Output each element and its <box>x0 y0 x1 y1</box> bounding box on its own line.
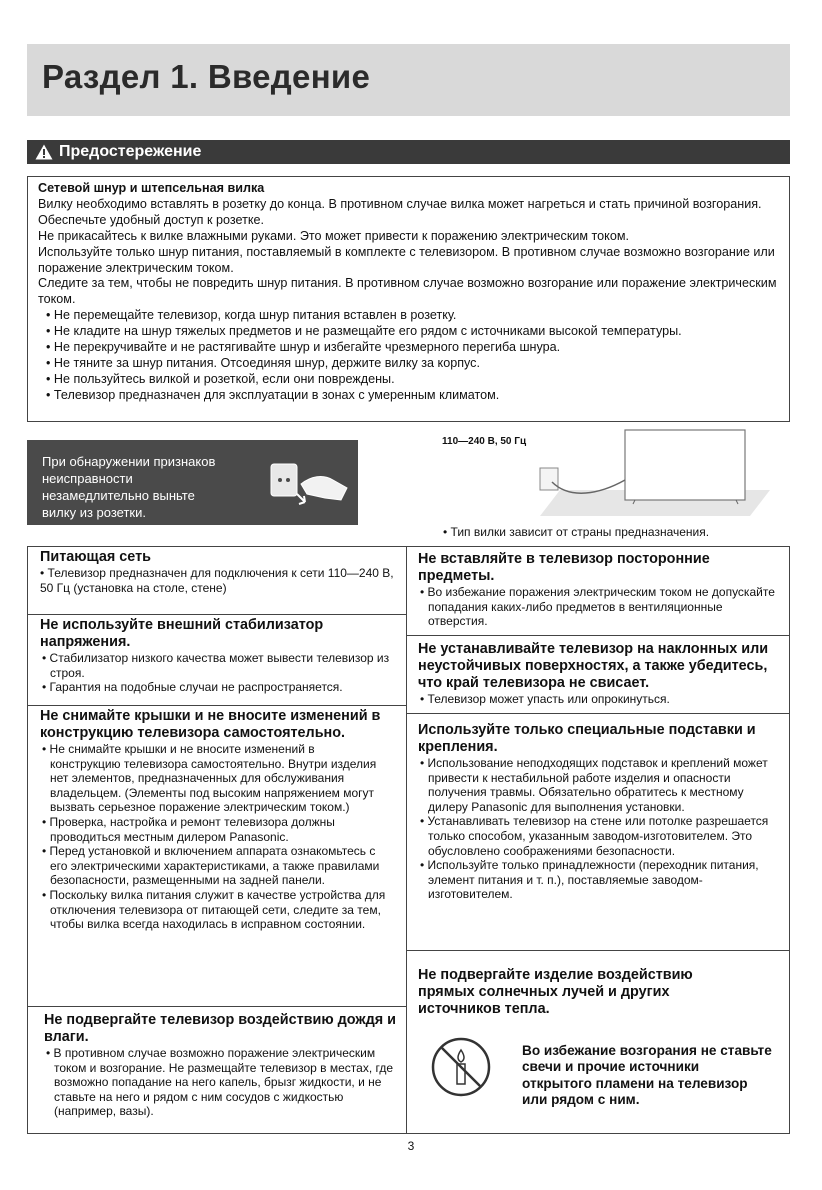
row-divider <box>27 614 407 615</box>
row-divider <box>27 1006 407 1007</box>
section-heading: Питающая сеть <box>40 549 151 565</box>
row-divider <box>406 950 790 951</box>
section-stabilizer <box>40 617 400 695</box>
malfunction-text: При обнаружении признаков неисправности незамедлительно выньте вилку из розетки. <box>42 454 216 520</box>
tv-illustration <box>440 428 790 523</box>
page-number: 3 <box>407 1139 415 1153</box>
section-bullet: • В противном случае возможно поражение электрическим током и возгорание. Не размещайте телевизор в местах, где возможно попадание на него капель, брызг жидкости, и не ставьте на него и рядом с ним сосудов с жидкостью (например, вазы). <box>46 1046 394 1119</box>
row-divider <box>406 713 790 714</box>
warning-triangle-icon <box>35 144 53 160</box>
section-bullet: • Используйте только принадлежности (переходник питания, элемент питания и т. п.), поставляемые заводом-изготовителем. <box>420 858 759 902</box>
voltage-label: 110—240 В, 50 Гц <box>442 436 527 447</box>
plug-type-note: • Тип вилки зависит от страны предназначения. <box>443 525 710 539</box>
section-heading: Используйте только специальные подставки и крепления. <box>418 722 756 755</box>
section-heading: Не устанавливайте телевизор на наклонных или неустойчивых поверхностях, а также убедитесь, что край телевизора не свисает. <box>418 641 769 691</box>
section-bullet: • Телевизор может упасть или опрокинуться. <box>420 692 670 706</box>
page-title: Раздел 1. Введение <box>42 58 371 95</box>
section-bullet: • Гарантия на подобные случаи не распространяется. <box>42 680 343 695</box>
plug-bullet: • Не перемещайте телевизор, когда шнур питания вставлен в розетку. <box>46 308 457 323</box>
plug-bullet: • Не перекручивайте и не растягивайте шнур и избегайте чрезмерного перегиба шнура. <box>46 340 561 355</box>
plug-bullet: • Не кладите на шнур тяжелых предметов и не размещайте его рядом с источниками высокой температуры. <box>46 324 682 339</box>
section-heading: Не подвергайте телевизор воздействию дождя и влаги. <box>44 1012 396 1045</box>
section-sunlight <box>418 967 748 1018</box>
plug-warning-box <box>27 176 790 422</box>
section-heading: Не вставляйте в телевизор посторонние предметы. <box>418 551 710 584</box>
plug-heading: Сетевой шнур и штепсельная вилка <box>38 181 265 195</box>
section-bullet: • Не снимайте крышки и не вносите изменений в конструкцию телевизора самостоятельно. Внутри изделия нет элементов, предназначенных для обслуживания владельцем. (Элементы под высоким напряжением могут вызвать серьезное поражение электрическим током.) <box>42 742 377 815</box>
section-body: • Телевизор предназначен для подключения к сети 110—240 В, 50 Гц (установка на столе, стене) <box>40 566 394 595</box>
section-heading: Не подвергайте изделие воздействию прямых солнечных лучей и других источников тепла. <box>418 967 693 1017</box>
plug-bullet: • Телевизор предназначен для эксплуатации в зонах с умеренным климатом. <box>46 387 500 402</box>
section-bullet: • Перед установкой и включением аппарата ознакомьтесь с его электрическими характеристиками, а также правилами безопасности, размещенными на задней панели. <box>42 844 380 888</box>
tv-connection-figure <box>440 428 790 523</box>
section-bullet: • Во избежание поражения электрическим током не допускайте попадания каких-либо предметов в вентиляционные отверстия. <box>420 585 775 629</box>
caution-label: Предостережение <box>59 143 202 160</box>
section-bullet: • Проверка, настройка и ремонт телевизора должны проводиться местным дилером Panasonic. <box>42 814 335 844</box>
section-foreign-objects <box>418 551 780 629</box>
caution-bar <box>27 140 790 164</box>
plug-line: Не прикасайтесь к вилке влажными руками. Это может привести к поражению электрическим током. <box>38 228 629 243</box>
section-bullet: • Поскольку вилка питания служит в качестве устройства для отключения телевизора от питающей сети, следите за тем, чтобы вилка всегда находилась в исправном состоянии. <box>42 887 386 932</box>
no-candle-icon <box>430 1036 492 1098</box>
section-stands <box>418 722 782 902</box>
section-rain <box>44 1012 402 1119</box>
section-bullet: • Стабилизатор низкого качества может вывести телевизор из строя. <box>42 651 390 680</box>
plug-line: Обеспечьте удобный доступ к розетке. <box>38 212 265 227</box>
plug-line: Следите за тем, чтобы не повредить шнур питания. В противном случае возможно возгорание или поражение электрическим током. <box>38 276 777 307</box>
hand-unplug-icon <box>267 454 357 514</box>
title-bar <box>27 44 790 116</box>
section-mains <box>40 549 400 595</box>
row-divider <box>406 635 790 636</box>
row-divider <box>27 705 407 706</box>
candle-warning: Во избежание возгорания не ставьте свечи и прочие источники открытого пламени на телевизор или рядом с ним. <box>522 1043 772 1107</box>
plug-bullet: • Не пользуйтесь вилкой и розеткой, если они повреждены. <box>46 371 395 386</box>
plug-line: Используйте только шнур питания, поставляемый в комплекте с телевизором. В противном случае возможно возгорание или поражение электрическим током. <box>38 244 775 275</box>
section-bullet: • Устанавливать телевизор на стене или потолке разрешается только способом, указанным заводом-изготовителем. Это обусловлено соображениями безопасности. <box>420 814 769 858</box>
section-covers <box>40 708 388 932</box>
section-heading: Не используйте внешний стабилизатор напряжения. <box>40 617 324 650</box>
plug-bullet: • Не тяните за шнур питания. Отсоединяя шнур, держите вилку за корпус. <box>46 355 480 370</box>
malfunction-panel <box>27 440 358 525</box>
section-heading: Не снимайте крышки и не вносите изменений в конструкцию телевизора самостоятельно. <box>40 708 381 741</box>
section-tilted <box>418 641 780 707</box>
plug-line: Вилку необходимо вставлять в розетку до конца. В противном случае вилка может нагреться и стать причиной возгорания. <box>38 196 762 211</box>
section-bullet: • Использование неподходящих подставок и креплений может привести к нестабильной работе изделия и опасности получения травмы. Обязательно обратитесь к местному дилеру Panasonic для выполнения установки. <box>420 756 768 814</box>
